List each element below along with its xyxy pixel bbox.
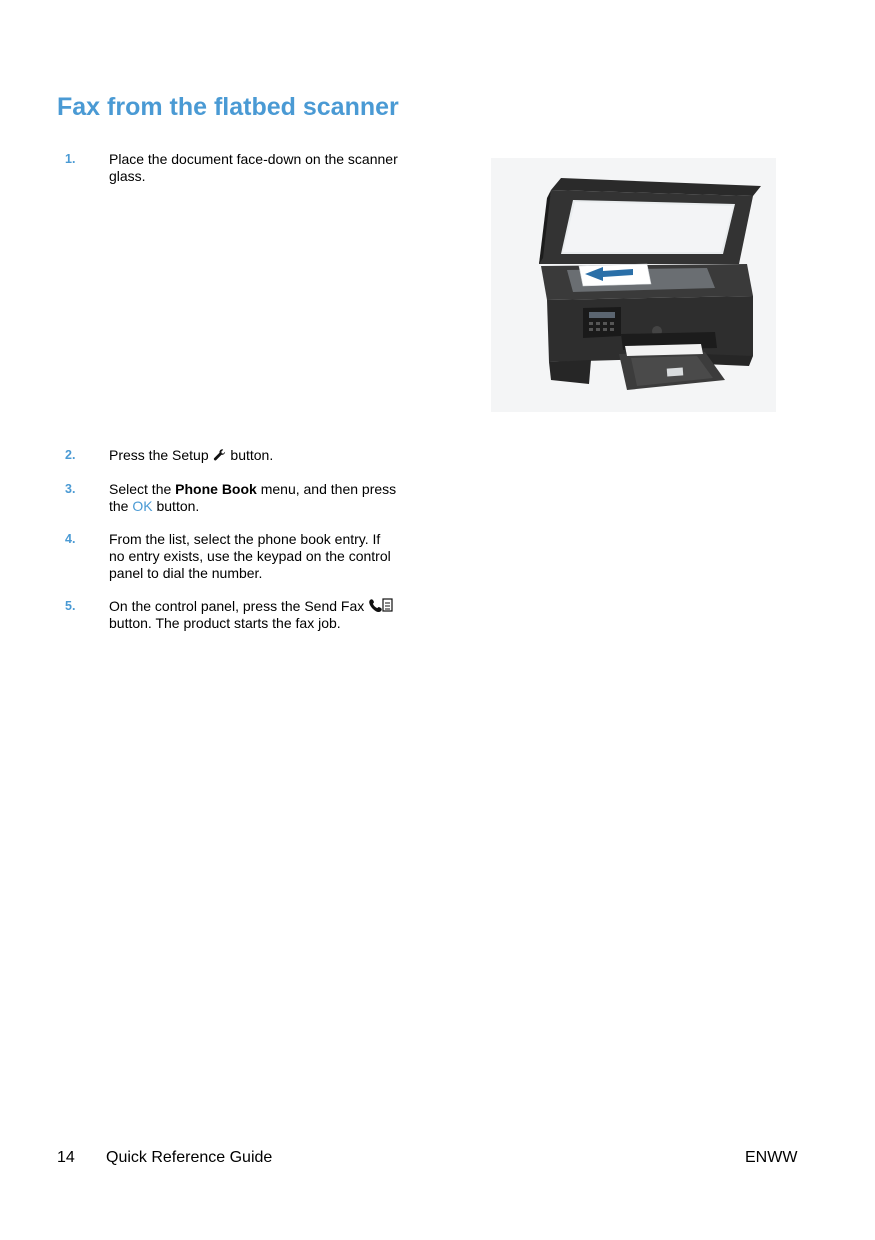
step-text-after: button. The product starts the fax job. [109,615,341,631]
step-text [109,598,399,632]
step-text-middle: menu, and then press the [109,481,397,514]
page-title: Fax from the flatbed scanner [57,93,399,121]
step-text-before: Select the [109,481,172,497]
footer-locale: ENWW [745,1149,798,1166]
step-text: Place the document face-down on the scanner glass. [109,151,398,184]
wrench-icon [213,448,227,462]
ok-button-label: OK [132,498,153,514]
step-text: From the list, select the phone book entry. If no entry exists, use the keypad on the control panel to dial the number. [109,531,391,581]
step-number: 2. [65,448,76,462]
step-number: 1. [65,152,76,166]
step-text-after: button. [156,498,200,514]
step-text [109,447,399,464]
step-number: 5. [65,599,76,613]
step-text-before: On the control panel, press the Send Fax [109,598,365,614]
step-number: 3. [65,482,76,496]
printer-scanner-icon [491,158,776,412]
step-number: 4. [65,532,76,546]
page-number: 14 [57,1149,75,1166]
send-fax-icon [368,598,394,613]
step-text-after: button. [230,447,274,463]
step-text [109,481,399,515]
menu-name: Phone Book [175,481,257,497]
step-text-before: Press the Setup [109,447,209,463]
footer-guide-title: Quick Reference Guide [106,1149,273,1166]
printer-illustration [491,158,776,412]
